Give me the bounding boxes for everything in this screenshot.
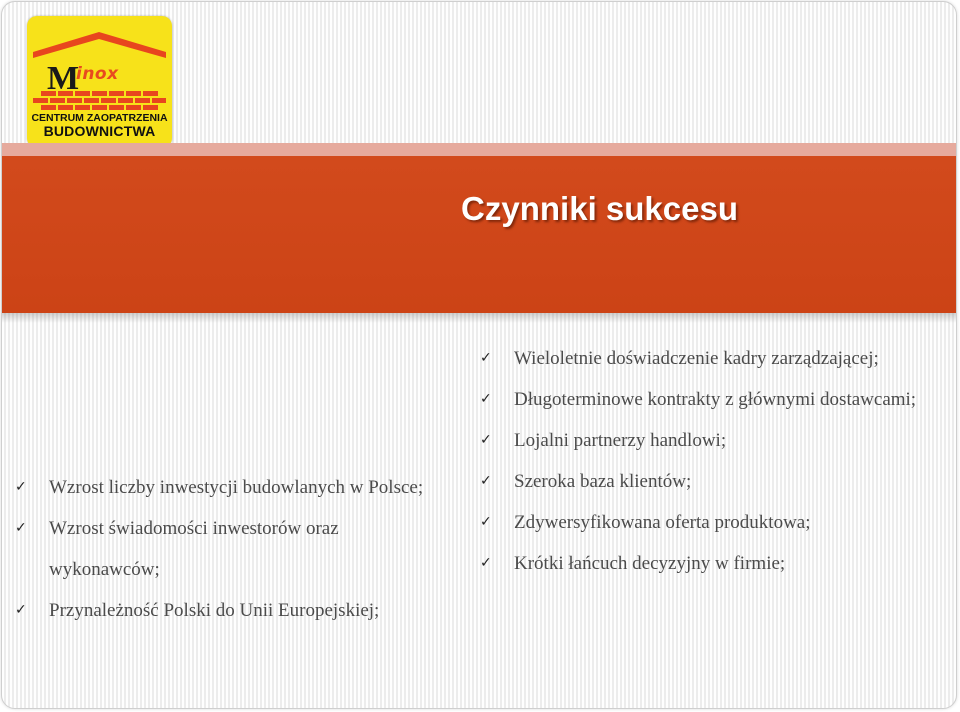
list-item-text: Wieloletnie doświadczenie kadry zarządzającej; <box>514 348 879 369</box>
logo-brand-rest: inox <box>76 64 119 84</box>
title-band-shadow <box>2 313 956 323</box>
list-item-text: Długoterminowe kontrakty z głównymi dostawcami; <box>514 389 917 410</box>
list-item-text: Wzrost świadomości inwestorów oraz wykonawców; <box>49 518 339 580</box>
accent-strip <box>2 143 956 156</box>
check-icon: ✓ <box>15 602 27 618</box>
check-icon: ✓ <box>15 520 27 536</box>
list-item-text: Lojalni partnerzy handlowi; <box>514 430 727 451</box>
list-item-text: Przynależność Polski do Unii Europejskiej; <box>49 600 380 621</box>
list-item <box>480 502 950 543</box>
list-item-text: Krótki łańcuch decyzyjny w firmie; <box>514 553 786 574</box>
list-item <box>480 461 950 502</box>
check-icon: ✓ <box>480 514 492 530</box>
list-item-text: Szeroka baza klientów; <box>514 471 692 492</box>
list-item <box>15 508 445 590</box>
check-icon: ✓ <box>480 473 492 489</box>
list-item-text: Wzrost liczby inwestycji budowlanych w Polsce; <box>49 477 424 498</box>
check-icon: ✓ <box>480 391 492 407</box>
internal-factors-list <box>480 338 950 584</box>
logo-tagline-1: CENTRUM ZAOPATRZENIA <box>31 112 168 124</box>
list-item <box>15 590 445 631</box>
list-item <box>480 420 950 461</box>
list-item-text: Zdywersyfikowana oferta produktowa; <box>514 512 811 533</box>
check-icon: ✓ <box>480 350 492 366</box>
logo-brand-initial: M <box>47 60 80 97</box>
check-icon: ✓ <box>480 432 492 448</box>
company-logo <box>27 16 172 148</box>
slide-title: Czynniki sukcesu <box>461 190 738 227</box>
list-item <box>480 379 950 420</box>
logo-tagline-2: BUDOWNICTWA <box>43 123 156 139</box>
check-icon: ✓ <box>15 479 27 495</box>
title-band <box>2 156 956 313</box>
list-item <box>480 543 950 584</box>
external-factors-list <box>15 467 445 631</box>
check-icon: ✓ <box>480 555 492 571</box>
list-item <box>480 338 950 379</box>
list-item <box>15 467 445 508</box>
slide <box>1 1 957 709</box>
